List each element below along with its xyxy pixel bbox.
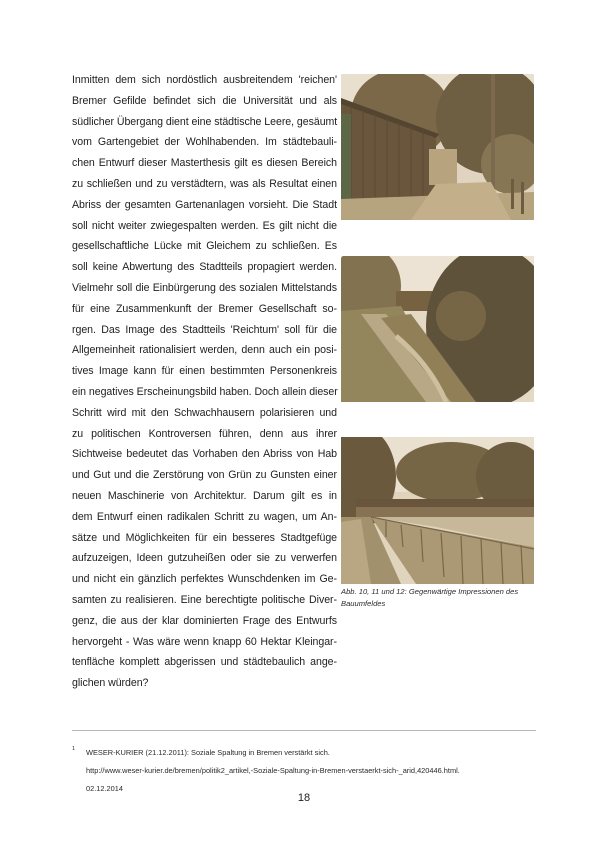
body-text-line: aufzuzeigen, Ideen gutzuheißen oder sie zu verwerfen bbox=[72, 552, 337, 565]
footnote-url[interactable]: http://www.weser-kurier.de/bremen/politik2_artikel,-Soziale-Spaltung-in-Bremen-verstaerkt-sich-_arid,420446.html. bbox=[86, 766, 460, 775]
footnote-text-line: WESER-KURIER (21.12.2011): Soziale Spaltung in Bremen verstärkt sich. bbox=[86, 748, 330, 757]
body-text-line: genz, die aus der klar dominierten Frage des Entwurfs bbox=[72, 614, 337, 627]
body-text-line: tives Image kann für einen bestimmten Personenkreis bbox=[72, 365, 337, 378]
body-text-line: gesellschaftliche Lücke mit Gleichem zu schließen. Es bbox=[72, 240, 337, 253]
body-text-line: hervorgeht - Was wäre wenn knapp 60 Hektar Kleingar- bbox=[72, 635, 337, 648]
body-text-line: Allgemeinheit rationalisiert werden, denn auch ein posi- bbox=[72, 344, 337, 357]
body-text-line: rgen. Das Image des Stadtteils 'Reichtum' soll für die bbox=[72, 323, 337, 336]
body-text-line: Bremer Gefilde befindet sich die Universität und als bbox=[72, 94, 337, 107]
body-text-line: neuen Maschinerie von Architektur. Darum gilt es in bbox=[72, 489, 337, 502]
body-text-line: südlicher Übergang dient eine städtische Leere, gesäumt bbox=[72, 115, 338, 128]
body-text-line: für eine Zusammenkunft der Bremer Gesellschaft so- bbox=[72, 302, 337, 315]
body-text-line: und nicht ein gänzlich perfektes Wunschdenken im Ge- bbox=[72, 573, 337, 586]
body-text-line: Schritt wird mit den Schwachhausern polarisieren und bbox=[72, 406, 337, 419]
body-text-line: ein negatives Erscheinungsbild haben. Doch allein dieser bbox=[72, 385, 338, 398]
figure-photo-garden-shed bbox=[341, 74, 534, 220]
body-text-line: soll nicht weiter zwiegespalten werden. Es gilt nicht die bbox=[72, 219, 337, 232]
body-text-line: tenfläche komplett abgerissen und städtebaulich ange- bbox=[72, 656, 337, 669]
body-text-line: Vielmehr soll die Einbürgerung des sozialen Mittelstands bbox=[72, 281, 337, 294]
body-text-line: und Gut und die Zerstörung von Grün zu Gunsten einer bbox=[72, 469, 337, 482]
body-text-line: dem Entwurf einen radikalen Schritt zu wagen, um An- bbox=[72, 510, 337, 523]
body-text-line: zu schließen und zu verstädtern, was als Resultat einen bbox=[72, 177, 337, 190]
body-text-line: Inmitten dem sich nordöstlich ausbreitendem 'reichen' bbox=[72, 74, 337, 86]
body-text-line: Sichtweise bedeutet das Vorhaben den Abriss von Hab bbox=[72, 448, 337, 461]
body-text-line: sätze und Möglichkeiten für ein besseres Stadtgefüge bbox=[72, 531, 337, 544]
body-text-line: zu politischen Kontroversen führen, denn aus ihrer bbox=[72, 427, 337, 440]
page-number: 18 bbox=[297, 792, 311, 804]
footnote-separator bbox=[72, 730, 536, 731]
body-text-line: Abriss der gesamten Gartenanlagen vorsieht. Die Stadt bbox=[72, 198, 337, 211]
footnote bbox=[72, 744, 542, 798]
figure-caption: Abb. 10, 11 und 12: Gegenwärtige Impressionen des Bauumfeldes bbox=[341, 587, 519, 608]
body-text-line: glichen würden? bbox=[72, 677, 149, 690]
figure-photo-underpass bbox=[341, 437, 534, 584]
body-text-line: chen Entwurf dieser Masterthesis gilt es diesen Bereich bbox=[72, 157, 337, 170]
figure-photo-ditch bbox=[341, 256, 534, 402]
body-paragraph bbox=[72, 70, 337, 694]
footnote-number: 1 bbox=[72, 746, 76, 752]
body-text-line: soll keine Abwertung des Stadtteils propagiert werden. bbox=[72, 261, 337, 274]
body-text-line: samten zu realisieren. Eine berechtigte politische Diver- bbox=[72, 593, 337, 606]
footnote-text-line: 02.12.2014 bbox=[86, 784, 123, 793]
body-text-line: vom Gartengebiet der Wohlhabenden. Im städtebauli- bbox=[72, 136, 337, 149]
